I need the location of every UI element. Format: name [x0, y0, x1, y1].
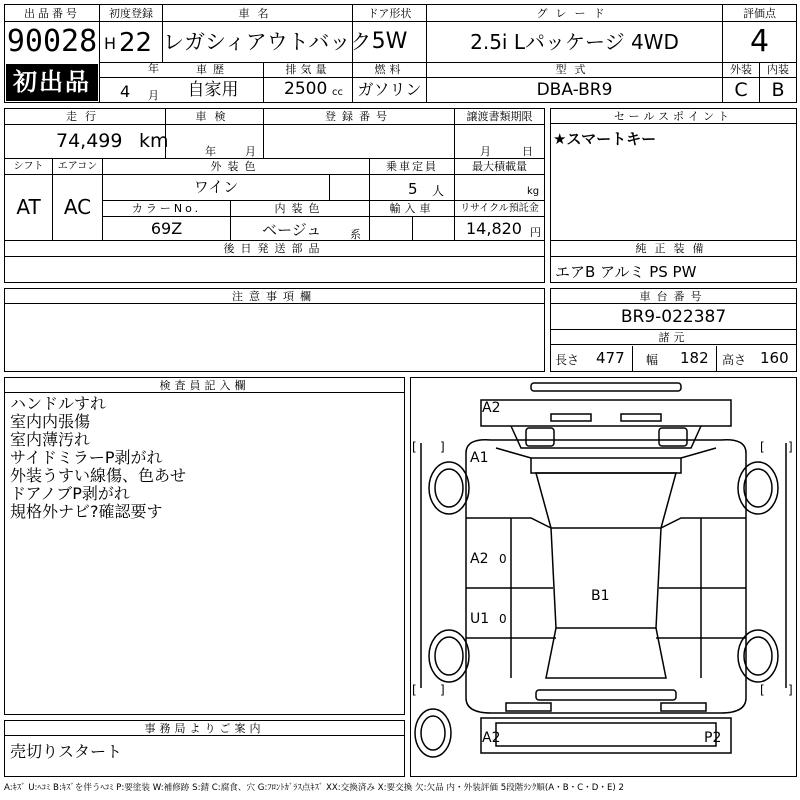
load-unit: kg [527, 186, 540, 197]
registration-label: 登録番号 [325, 110, 393, 123]
first-reg-year: 22 [119, 28, 153, 58]
import-label: 輸入車 [389, 202, 435, 215]
front-panel [481, 400, 731, 426]
first-reg-month: 4 [120, 82, 131, 101]
era: H [104, 34, 117, 53]
model: DBA-BR9 [536, 80, 613, 100]
lot-label: 出品番号 [5, 5, 99, 22]
ac: AC [63, 195, 92, 219]
month-unit: 月 [148, 89, 159, 102]
capacity-label: 乗車定員 [386, 160, 438, 173]
zero-mark-right: 0 [499, 612, 507, 626]
bracket: [ [760, 683, 765, 697]
recycle-unit: 円 [530, 226, 541, 239]
capacity: 5 [408, 180, 418, 198]
displacement: 2500 [284, 79, 328, 99]
first-listing-badge: 初出品 [6, 64, 98, 101]
damage-mark-rear-left: A2 [482, 730, 501, 746]
door-type: 5W [371, 29, 408, 54]
length-label: 長さ [555, 353, 580, 367]
transfer-month: 月 [480, 145, 491, 158]
inspection-month: 月 [245, 145, 256, 158]
inspection-year: 年 [205, 145, 216, 158]
damage-mark-left-front-door: A2 [470, 551, 489, 567]
mileage-unit: km [139, 130, 169, 152]
color-no: 69Z [150, 219, 183, 238]
mileage: 74,499 [56, 130, 123, 152]
exterior-color-label: 外装色 [210, 160, 262, 173]
grade: 2.5i Lパッケージ 4WD [470, 30, 679, 54]
chassis-number: BR9-022387 [620, 307, 727, 327]
history: 自家用 [187, 80, 239, 100]
recycle-label: リサイクル預託金 [460, 203, 539, 214]
displacement-label: 排気量 [285, 63, 331, 76]
score: 4 [749, 24, 770, 59]
interior-color-label: 内装色 [274, 202, 326, 215]
office-text: 売切りスタート [10, 742, 123, 761]
model-label: 型式 [555, 63, 594, 76]
bracket: ] [440, 440, 445, 454]
bracket: [ [412, 440, 417, 454]
equipment-text: エアB アルミ PS PW [555, 263, 697, 281]
length: 477 [596, 349, 625, 367]
damage-mark-front: A2 [482, 400, 501, 416]
office-label: 事務局よりご案内 [5, 721, 404, 736]
color-no-label: カラーNo. [131, 202, 202, 215]
inspector-line: 室内内張傷 [10, 412, 91, 431]
exterior-grade-label: 外装 [730, 63, 752, 76]
year-unit: 年 [148, 62, 159, 75]
displacement-unit: cc [332, 87, 343, 98]
inspector-line: サイドミラーP剥がれ [10, 448, 163, 467]
exterior-grade: C [734, 79, 748, 101]
inspector-line: 規格外ナビ?確認要す [10, 502, 163, 521]
dims-label: 諸元 [551, 330, 796, 345]
inspector-line: 室内薄汚れ [10, 430, 91, 449]
shift-label: シフト [13, 161, 44, 172]
legend: A:ｷｽﾞ U:ﾍｺﾐ B:ｷｽﾞを伴うﾍｺﾐ P:要塗装 W:補修跡 S:錆 C:腐食、穴 G:ﾌﾛﾝﾄｶﾞﾗｽ点ｷｽﾞ XX:交換済み X:要交換 欠:欠品 内・外装評価 5段階ﾗﾝｸ順(A・B・C・D・E) 2 [4, 783, 624, 793]
transfer-doc-label: 譲渡書類期限 [466, 110, 533, 123]
damage-mark-rear-right: P2 [704, 730, 722, 746]
interior-color: ベージュ [262, 221, 322, 239]
bracket: [ [412, 683, 417, 697]
capacity-unit: 人 [432, 184, 445, 198]
height-label: 高さ [722, 353, 747, 367]
zero-mark-left: 0 [499, 552, 507, 566]
inspector-line: ハンドルすれ [10, 394, 107, 413]
fuel-label: 燃料 [374, 63, 405, 76]
interior-grade: B [771, 79, 785, 101]
exterior-color: ワイン [193, 178, 239, 196]
lot-number: 90028 [6, 24, 98, 59]
max-load-label: 最大積載量 [472, 160, 527, 173]
score-label: 評価点 [723, 5, 796, 22]
damage-mark-hood: A1 [470, 450, 489, 466]
bracket: ] [440, 683, 445, 697]
bracket: [ [760, 440, 765, 454]
car-name: レガシィアウトバック [163, 30, 372, 54]
width: 182 [680, 349, 709, 367]
sales-point-label: セールスポイント [551, 109, 796, 124]
inspection-label: 車検 [195, 110, 234, 123]
damage-mark-roof: B1 [591, 588, 610, 604]
car-diagram [410, 377, 797, 777]
sales-point-text: ★スマートキー [553, 130, 657, 148]
width-label: 幅 [646, 353, 659, 367]
recycle-fee: 14,820 [466, 219, 522, 238]
ac-label: エアコン [57, 161, 98, 172]
door-label: ドア形状 [353, 5, 426, 22]
later-parts-label: 後日発送部品 [223, 242, 326, 255]
height: 160 [760, 349, 789, 367]
bracket: ] [788, 683, 793, 697]
shift: AT [16, 195, 41, 219]
interior-color-suffix: 系 [350, 228, 361, 241]
history-label: 車歴 [196, 63, 230, 76]
chassis-label: 車台番号 [551, 289, 796, 304]
inspector-line: 外装うすい線傷、色あせ [10, 466, 187, 485]
inspector-label: 検査員記入欄 [5, 378, 404, 393]
interior-grade-label: 内装 [767, 63, 789, 76]
notes-label: 注意事項欄 [5, 289, 544, 304]
transfer-day: 日 [522, 145, 533, 158]
car-name-label: 車名 [163, 5, 352, 22]
first-reg-label: 初度登録 [100, 5, 162, 22]
damage-mark-left-rear-door: U1 [470, 611, 490, 627]
grade-label: グレード [427, 5, 722, 22]
car-outline-svg [411, 378, 796, 776]
bracket: ] [788, 440, 793, 454]
inspector-notes [10, 395, 186, 521]
equipment-label: 純正装備 [635, 242, 712, 255]
inspector-line: ドアノブP剥がれ [10, 484, 130, 503]
fuel: ガソリン [357, 80, 422, 99]
mileage-label: 走行 [66, 110, 104, 123]
